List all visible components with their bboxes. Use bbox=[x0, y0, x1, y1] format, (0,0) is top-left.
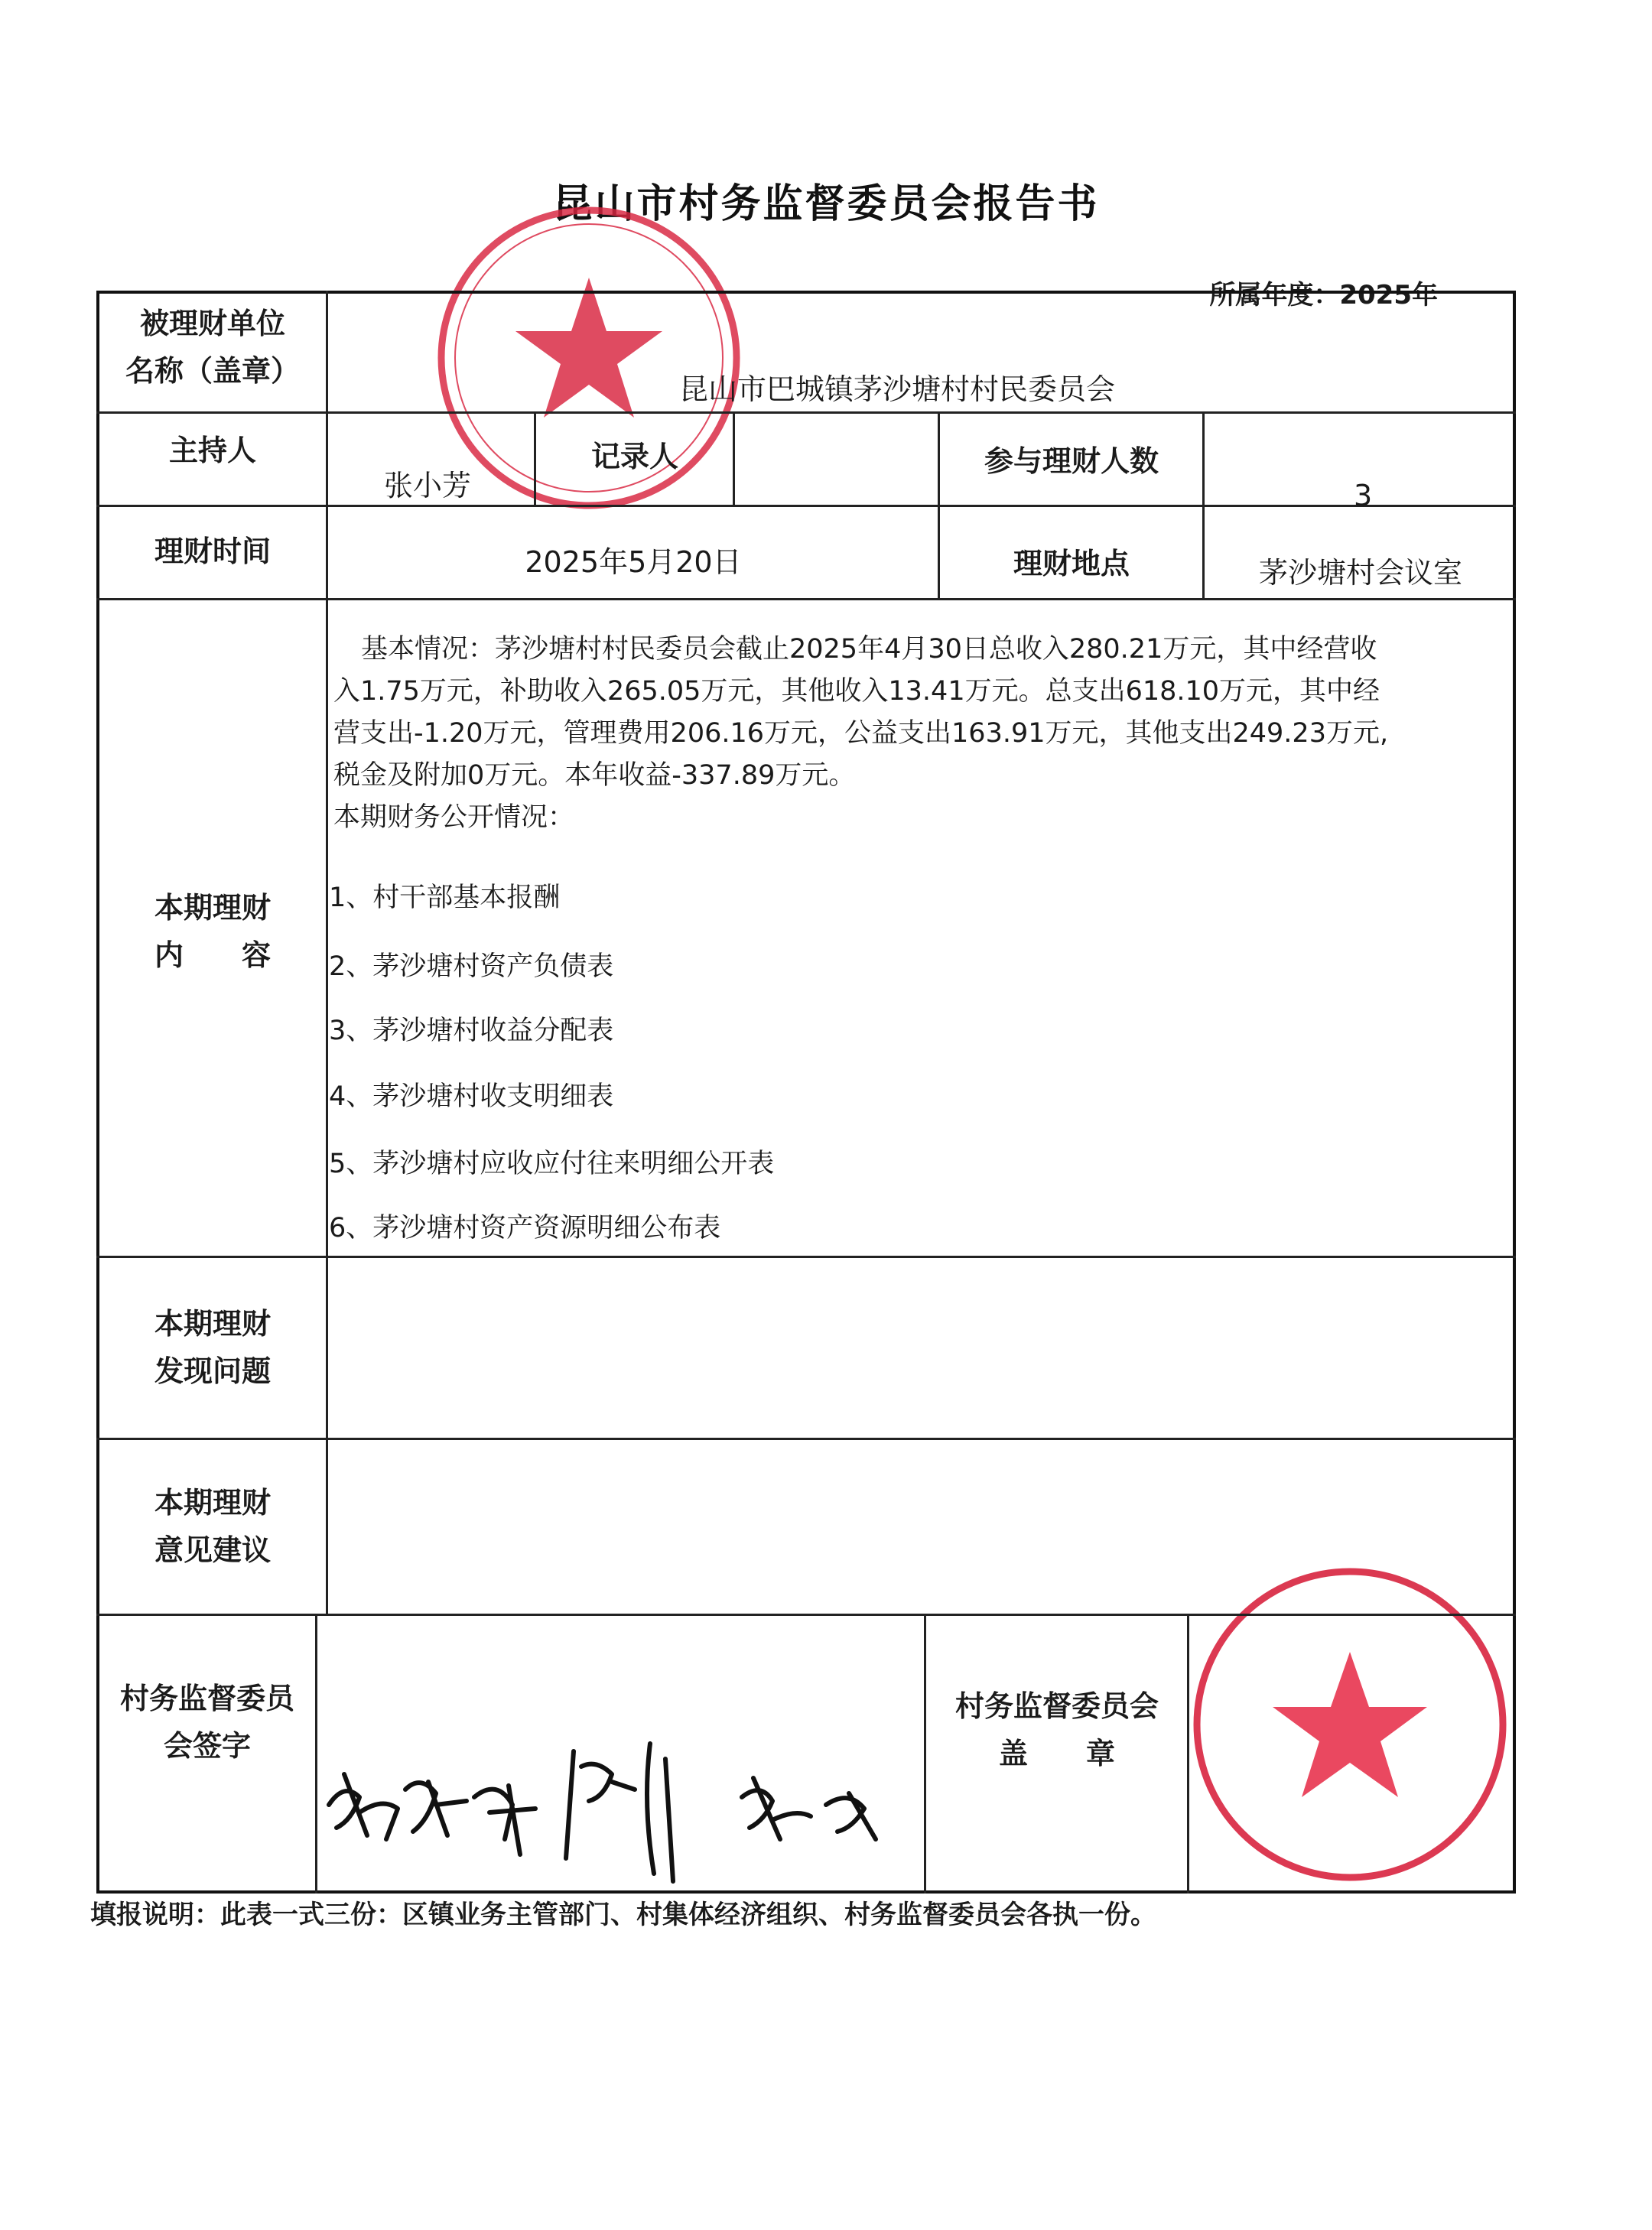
participants-label: 参与理财人数 bbox=[984, 444, 1159, 478]
page-title: 昆山市村务监督委员会报告书 bbox=[552, 181, 1100, 227]
list-item: 3、茅沙塘村收益分配表 bbox=[329, 1016, 614, 1046]
unit-value: 昆山市巴城镇茅沙塘村村民委员会 bbox=[679, 372, 1116, 406]
list-item: 6、茅沙塘村资产资源明细公布表 bbox=[329, 1213, 721, 1243]
host-value: 张小芳 bbox=[384, 469, 472, 502]
issues-label: 本期理财 发现问题 bbox=[154, 1307, 271, 1388]
content-label: 本期理财 内 容 bbox=[154, 891, 271, 972]
signatures-label: 村务监督委员 会签字 bbox=[119, 1682, 294, 1763]
financial-summary: 基本情况：茅沙塘村村民委员会截止2025年4月30日总收入280.21万元，其中经营收 入1.75万元，补助收入265.05万元，其他收入13.41万元。总支出618.10万元，其中经 营支出-1.20万元，管理费用206.16万元，公益支出163.91万元，其他支出249.23万元, 税金及附加0万元。本年收益-337.89万元。 本期财务公开情况： bbox=[333, 629, 1504, 839]
handwritten-signatures bbox=[314, 1705, 925, 1889]
list-item: 4、茅沙塘村收支明细表 bbox=[329, 1081, 614, 1112]
time-label: 理财时间 bbox=[154, 535, 271, 568]
list-item: 5、茅沙塘村应收应付往来明细公开表 bbox=[329, 1149, 775, 1179]
footer-note: 填报说明：此表一式三份：区镇业务主管部门、村集体经济组织、村务监督委员会各执一份。 bbox=[90, 1900, 1156, 1930]
location-value: 茅沙塘村会议室 bbox=[1258, 556, 1462, 590]
time-value: 2025年5月20日 bbox=[525, 545, 742, 579]
seal-label: 村务监督委员会 盖 章 bbox=[954, 1689, 1159, 1770]
participants-value: 3 bbox=[1354, 479, 1373, 512]
host-label: 主持人 bbox=[168, 434, 256, 467]
list-item: 1、村干部基本报酬 bbox=[329, 883, 561, 913]
fiscal-year: 所属年度：2025年 bbox=[1209, 280, 1438, 310]
location-label: 理财地点 bbox=[1013, 547, 1130, 580]
disclosure-heading: 本期财务公开情况： bbox=[333, 802, 575, 833]
unit-label: 被理财单位 名称（盖章） bbox=[125, 307, 300, 388]
suggestions-label: 本期理财 意见建议 bbox=[154, 1486, 271, 1567]
recorder-label: 记录人 bbox=[590, 440, 678, 473]
list-item: 2、茅沙塘村资产负债表 bbox=[329, 951, 614, 982]
